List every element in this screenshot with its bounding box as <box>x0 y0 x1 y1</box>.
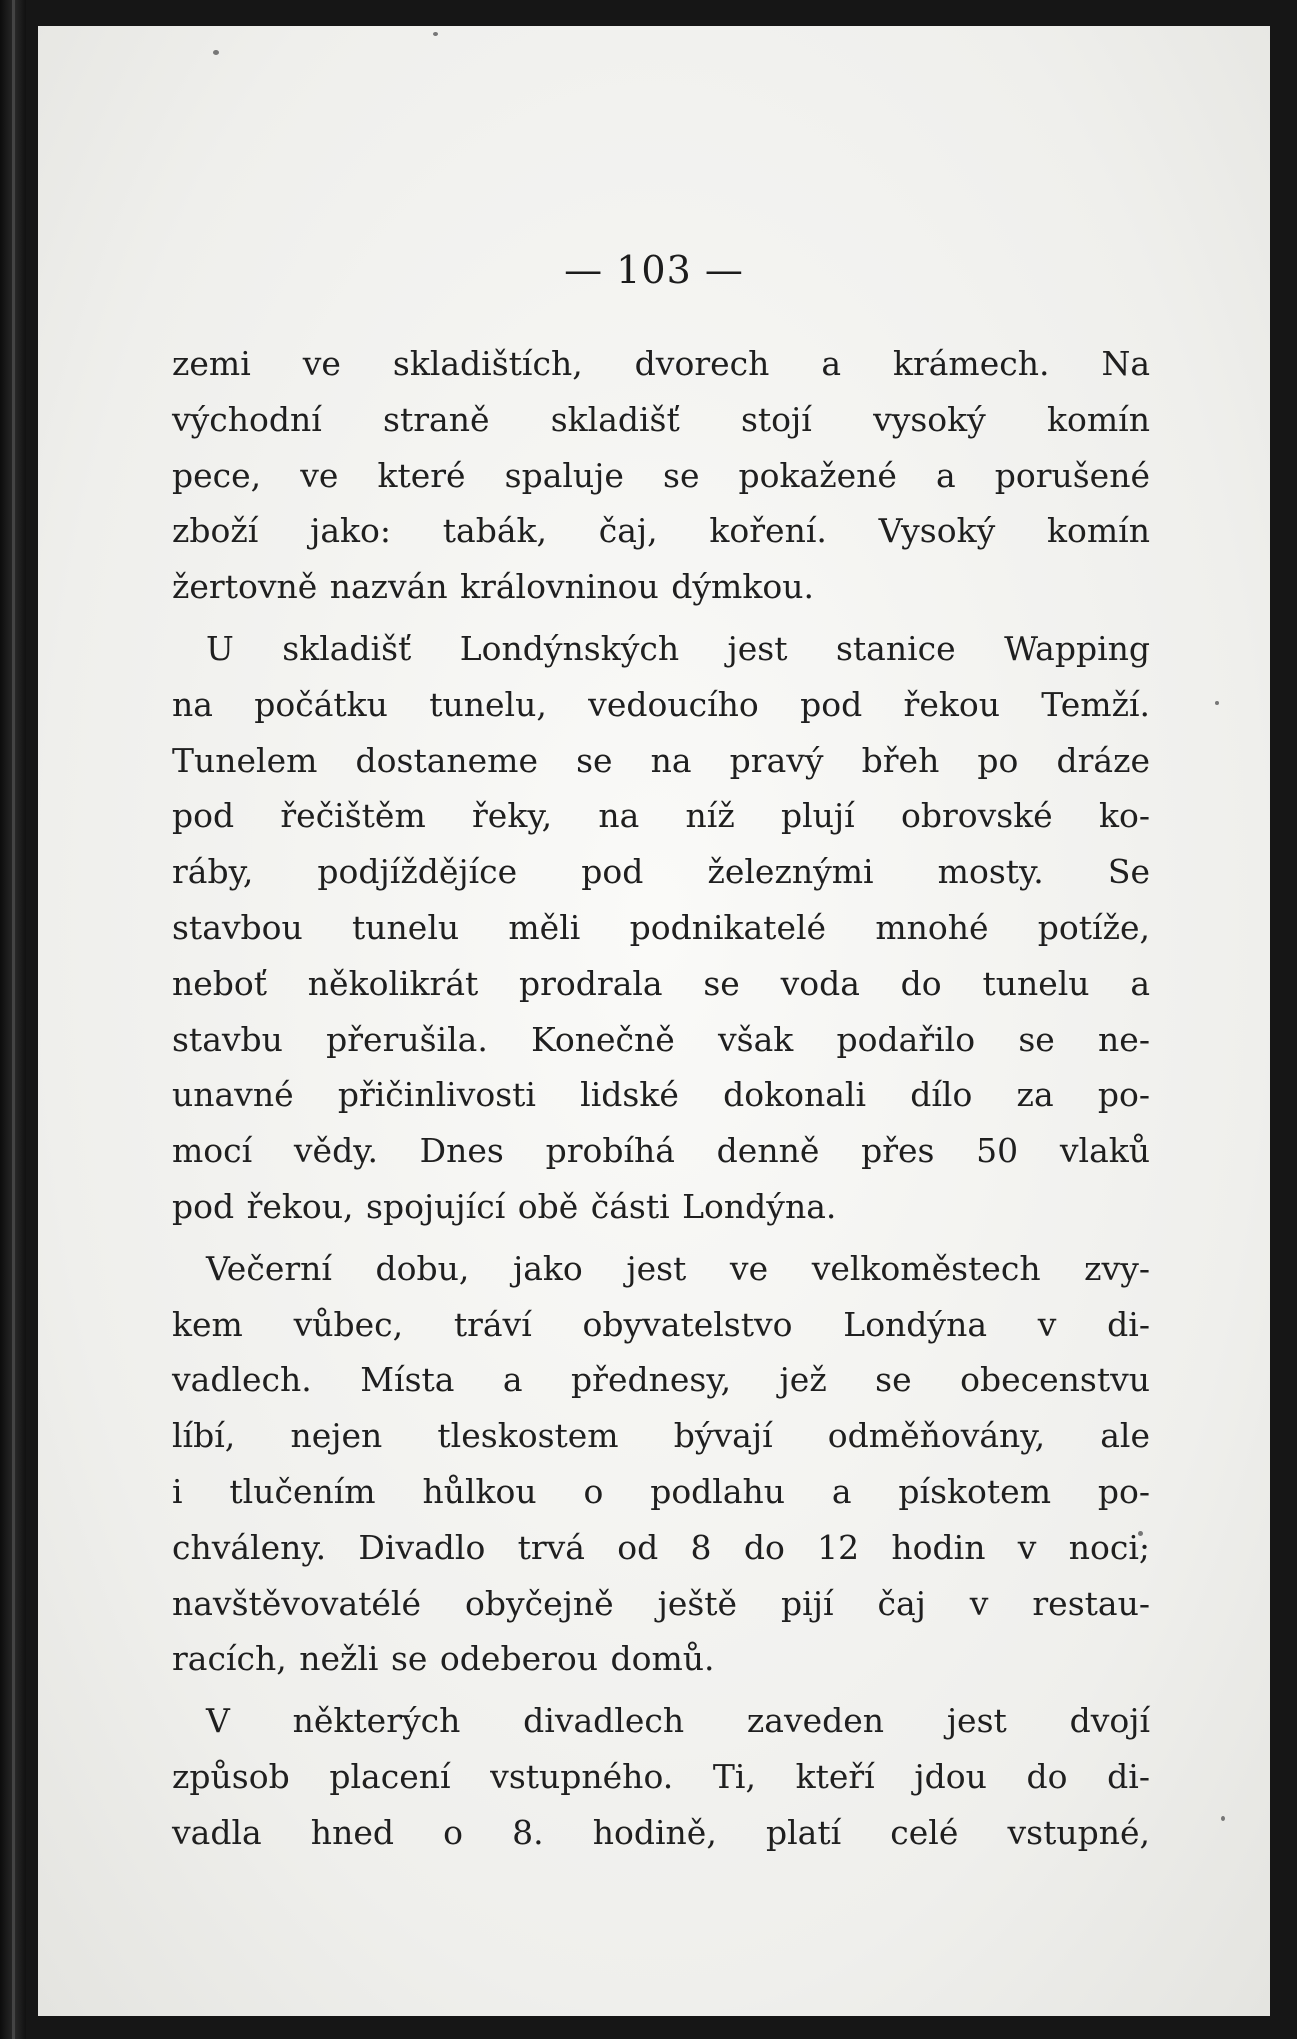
text-line: stavbu přerušila. Konečně však podařilo se ne- <box>172 1019 1150 1059</box>
text-line: líbí, nejen tleskostem bývají odměňovány, ale <box>172 1416 1150 1456</box>
text-line: unavné přičinlivosti lidské dokonali dílo za po- <box>172 1075 1150 1115</box>
text-line: pod řečištěm řeky, na níž plují obrovské ko- <box>172 796 1150 836</box>
gutter-line <box>12 0 15 2039</box>
paragraph <box>172 336 1150 615</box>
paragraph <box>172 621 1150 1235</box>
dust-speck <box>433 32 438 36</box>
text-line: U skladišť Londýnských jest stanice Wapping <box>206 628 1150 668</box>
text-line: V některých divadlech zaveden jest dvojí <box>206 1701 1150 1741</box>
text-line: racích, nežli se odeberou domů. <box>172 1639 715 1679</box>
body-text <box>172 336 1150 1861</box>
text-line: zboží jako: tabák, čaj, koření. Vysoký komín <box>172 511 1150 551</box>
paragraph <box>172 1241 1150 1687</box>
text-line: vadlech. Místa a přednesy, jež se obecenstvu <box>172 1360 1150 1400</box>
text-line: východní straně skladišť stojí vysoký komín <box>172 399 1150 439</box>
text-line: Večerní dobu, jako jest ve velkoměstech zvy- <box>206 1248 1150 1288</box>
text-line: pod řekou, spojující obě části Londýna. <box>172 1186 837 1226</box>
page-number: — 103 — <box>564 248 744 292</box>
text-line: na počátku tunelu, vedoucího pod řekou Temží. <box>172 684 1150 724</box>
dust-speck <box>1215 701 1219 705</box>
text-line: žertovně nazván královninou dýmkou. <box>172 567 814 607</box>
text-line: zemi ve skladištích, dvorech a krámech. Na <box>172 344 1150 383</box>
text-line: vadla hned o 8. hodině, platí celé vstupné, <box>172 1812 1150 1852</box>
text-line: kem vůbec, tráví obyvatelstvo Londýna v di- <box>172 1304 1150 1344</box>
book-gutter <box>0 0 26 2039</box>
text-line: mocí vědy. Dnes probíhá denně přes 50 vlaků <box>172 1131 1150 1171</box>
text-line: způsob placení vstupného. Ti, kteří jdou do di- <box>172 1756 1150 1796</box>
text-line: i tlučením hůlkou o podlahu a pískotem po- <box>172 1471 1150 1511</box>
text-line: chváleny. Divadlo trvá od 8 do 12 hodin v noci; <box>172 1527 1150 1567</box>
book-page <box>38 26 1270 2016</box>
text-line: ráby, podjíždějíce pod železnými mosty. Se <box>172 852 1150 892</box>
text-line: neboť několikrát prodrala se voda do tunelu a <box>172 963 1150 1003</box>
text-line: Tunelem dostaneme se na pravý břeh po dráze <box>172 740 1150 780</box>
paragraph <box>172 1693 1150 1860</box>
text-line: navštěvovatélé obyčejně ještě pijí čaj v restau- <box>172 1583 1150 1623</box>
dust-speck <box>213 50 219 55</box>
dust-speck <box>1221 1816 1225 1821</box>
text-line: stavbou tunelu měli podnikatelé mnohé potíže, <box>172 907 1150 947</box>
text-line: pece, ve které spaluje se pokažené a porušené <box>172 455 1150 495</box>
